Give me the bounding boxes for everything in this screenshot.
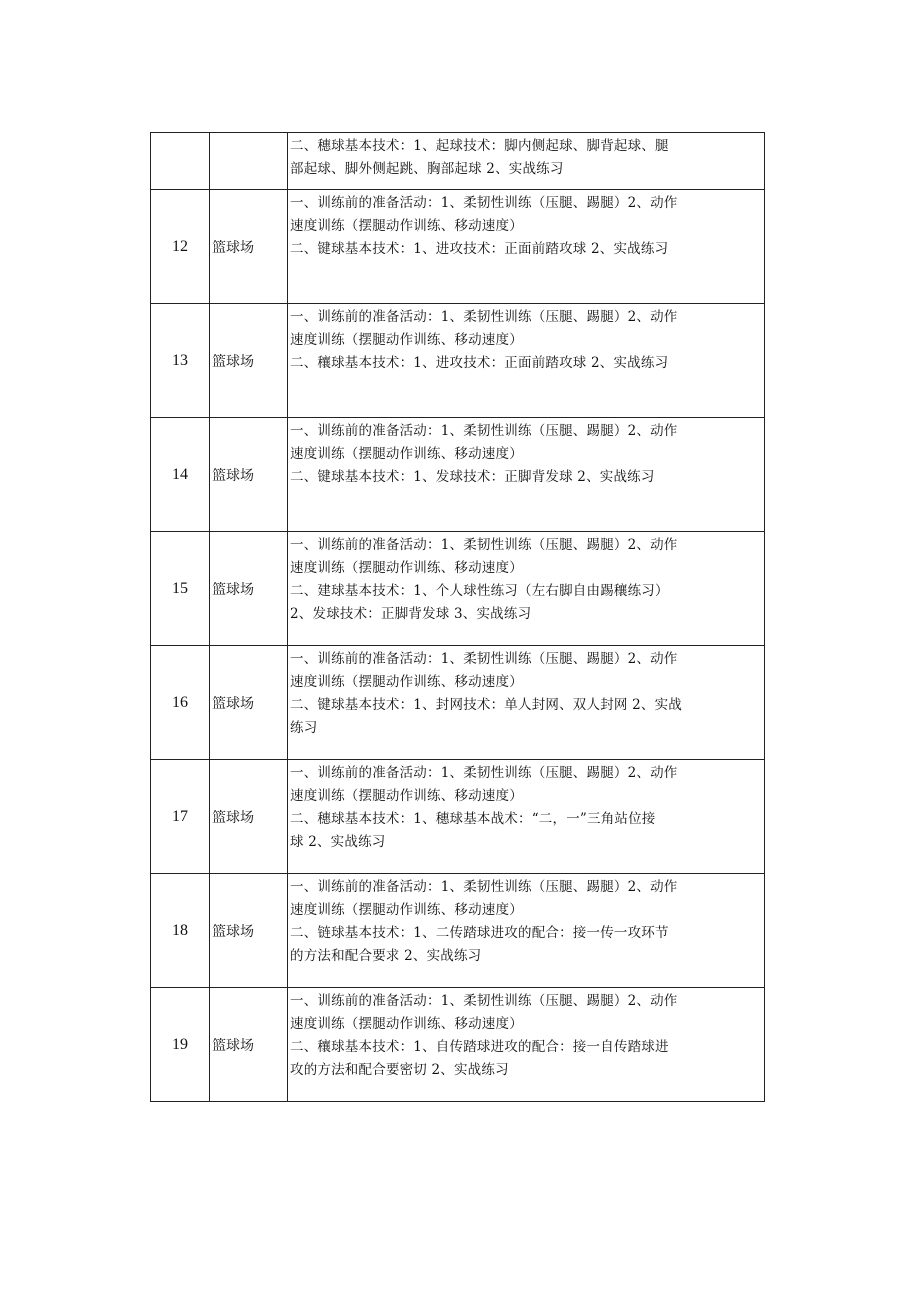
training-content-cell <box>288 760 765 874</box>
session-number-cell: 19 <box>151 988 210 1102</box>
table-body <box>151 133 765 1102</box>
training-content-cell <box>288 874 765 988</box>
venue-cell: 篮球场 <box>210 304 288 418</box>
table-row <box>151 760 765 874</box>
training-content-cell <box>288 133 765 190</box>
session-number-cell: 18 <box>151 874 210 988</box>
content-line: 速度训练（摆腿动作训练、移动速度） <box>290 674 523 690</box>
content-line: 的方法和配合要求 2、实战练习 <box>290 948 482 964</box>
content-line: 球 2、实战练习 <box>290 834 386 850</box>
venue-cell <box>210 133 288 190</box>
content-line: 部起球、脚外侧起跳、胸部起球 2、实战练习 <box>290 161 564 177</box>
content-line: 二、穗球基本技术：1、穗球基本战术：“二，一”三角站位接 <box>290 811 656 827</box>
session-number-cell: 13 <box>151 304 210 418</box>
venue-cell: 篮球场 <box>210 874 288 988</box>
venue-cell: 篮球场 <box>210 646 288 760</box>
venue-cell: 篮球场 <box>210 418 288 532</box>
content-line: 二、建球基本技术：1、个人球性练习（左右脚自由踢穰练习） <box>290 583 669 599</box>
content-line: 二、键球基本技术：1、封网技术：单人封网、双人封网 2、实战 <box>290 697 682 713</box>
training-content-cell <box>288 988 765 1102</box>
schedule-table <box>150 132 765 1102</box>
venue-cell: 篮球场 <box>210 190 288 304</box>
content-line: 二、链球基本技术：1、二传踏球进攻的配合：接一传一攻环节 <box>290 925 669 941</box>
content-line: 速度训练（摆腿动作训练、移动速度） <box>290 902 523 918</box>
content-line: 2、发球技术：正脚背发球 3、实战练习 <box>290 606 532 622</box>
training-content-cell <box>288 304 765 418</box>
table-row <box>151 304 765 418</box>
table-row <box>151 646 765 760</box>
content-line: 一、训练前的准备活动：1、柔韧性训练（压腿、踢腿）2、动作 <box>290 879 678 895</box>
content-line: 二、穰球基本技术：1、自传踏球进攻的配合：接一自传踏球进 <box>290 1039 669 1055</box>
venue-cell: 篮球场 <box>210 760 288 874</box>
content-line: 一、训练前的准备活动：1、柔韧性训练（压腿、踢腿）2、动作 <box>290 651 678 667</box>
table-row <box>151 133 765 190</box>
content-line: 一、训练前的准备活动：1、柔韧性训练（压腿、踢腿）2、动作 <box>290 765 678 781</box>
content-line: 速度训练（摆腿动作训练、移动速度） <box>290 218 523 234</box>
training-content-cell <box>288 190 765 304</box>
content-line: 一、训练前的准备活动：1、柔韧性训练（压腿、踢腿）2、动作 <box>290 195 678 211</box>
content-line: 速度训练（摆腿动作训练、移动速度） <box>290 1016 523 1032</box>
table-row <box>151 532 765 646</box>
venue-cell: 篮球场 <box>210 988 288 1102</box>
table-row <box>151 418 765 532</box>
session-number-cell: 12 <box>151 190 210 304</box>
venue-cell: 篮球场 <box>210 532 288 646</box>
content-line: 攻的方法和配合要密切 2、实战练习 <box>290 1062 509 1078</box>
training-content-cell <box>288 646 765 760</box>
content-line: 速度训练（摆腿动作训练、移动速度） <box>290 332 523 348</box>
content-line: 一、训练前的准备活动：1、柔韧性训练（压腿、踢腿）2、动作 <box>290 537 678 553</box>
content-line: 速度训练（摆腿动作训练、移动速度） <box>290 446 523 462</box>
training-content-cell <box>288 418 765 532</box>
content-line: 练习 <box>290 720 318 736</box>
session-number-cell <box>151 133 210 190</box>
table-row <box>151 874 765 988</box>
content-line: 速度训练（摆腿动作训练、移动速度） <box>290 788 523 804</box>
training-content-cell <box>288 532 765 646</box>
content-line: 二、穗球基本技术：1、起球技术：脚内侧起球、脚背起球、腿 <box>290 138 669 154</box>
content-line: 二、键球基本技术：1、进攻技术：正面前踏攻球 2、实战练习 <box>290 241 669 257</box>
session-number-cell: 15 <box>151 532 210 646</box>
table-row <box>151 988 765 1102</box>
content-line: 一、训练前的准备活动：1、柔韧性训练（压腿、踢腿）2、动作 <box>290 309 678 325</box>
content-line: 二、穰球基本技术：1、进攻技术：正面前踏攻球 2、实战练习 <box>290 355 669 371</box>
session-number-cell: 17 <box>151 760 210 874</box>
content-line: 一、训练前的准备活动：1、柔韧性训练（压腿、踢腿）2、动作 <box>290 423 678 439</box>
session-number-cell: 16 <box>151 646 210 760</box>
table-row <box>151 190 765 304</box>
content-line: 二、键球基本技术：1、发球技术：正脚背发球 2、实战练习 <box>290 469 655 485</box>
session-number-cell: 14 <box>151 418 210 532</box>
content-line: 速度训练（摆腿动作训练、移动速度） <box>290 560 523 576</box>
content-line: 一、训练前的准备活动：1、柔韧性训练（压腿、踢腿）2、动作 <box>290 993 678 1009</box>
